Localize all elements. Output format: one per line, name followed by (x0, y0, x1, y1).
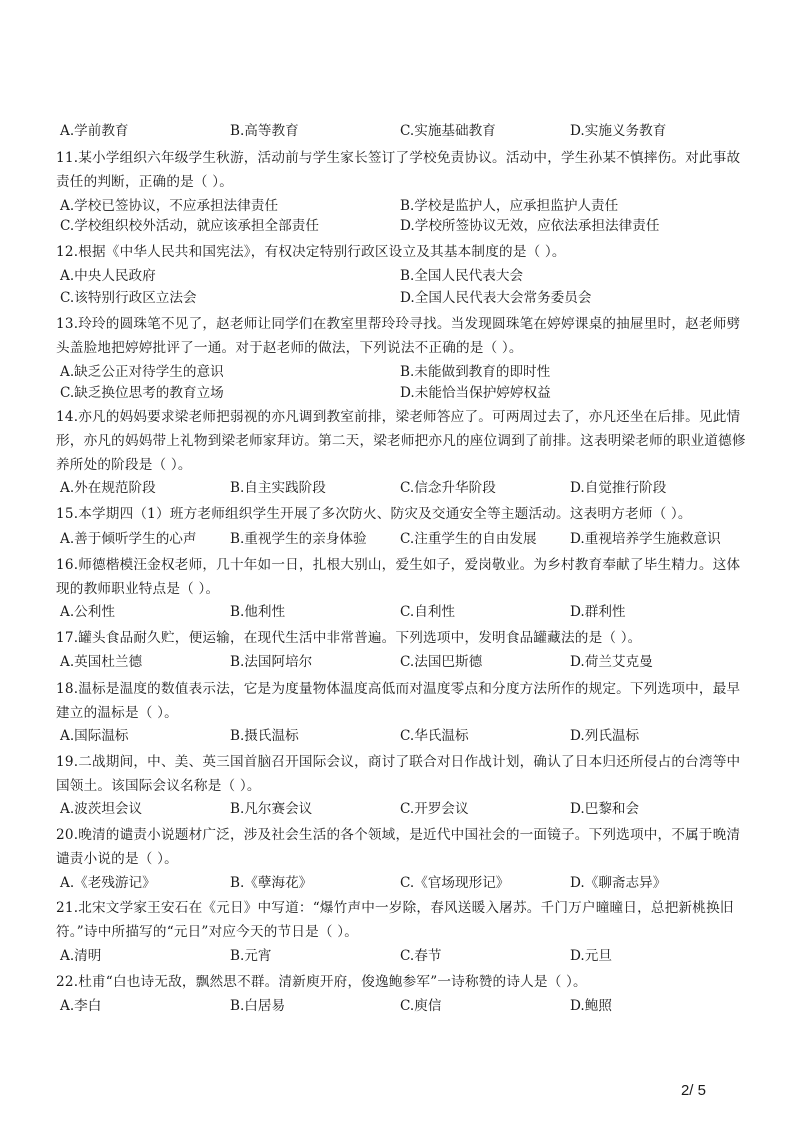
option-d: D.巴黎和会 (570, 801, 640, 817)
option-c: C.《官场现形记》 (400, 875, 510, 891)
option-d: D.元旦 (570, 948, 612, 964)
option-c: C.注重学生的自由发展 (400, 531, 537, 547)
option-c: C.信念升华阶段 (400, 480, 496, 496)
options-row-q13-2 (60, 382, 740, 404)
option-b: B.高等教育 (230, 123, 299, 139)
option-a: A.中央人民政府 (60, 268, 156, 284)
options-row-q11-1 (60, 195, 740, 217)
option-d: D.《聊斋志异》 (570, 875, 667, 891)
option-b: B.凡尔赛会议 (230, 801, 313, 817)
option-b: B.元宵 (230, 948, 272, 964)
option-c: C.自利性 (400, 604, 456, 620)
option-a: A.《老残游记》 (60, 875, 156, 891)
question-15-stem: 15.本学期四（1）班方老师组织学生开展了多次防火、防灾及交通安全等主题活动。这表明方老师（ ）。 (56, 506, 692, 522)
option-d: D.未能恰当保护婷婷权益 (400, 385, 551, 401)
options-row-q14 (60, 477, 740, 499)
option-a: A.清明 (60, 948, 102, 964)
option-a: A.学校已签协议，不应承担法律责任 (60, 198, 279, 214)
question-11-stem: 11.某小学组织六年级学生秋游，活动前与学生家长签订了学校免责协议。活动中，学生孙某不慎摔伤。对此事故责任的判断，正确的是（ ）。 (56, 150, 741, 190)
option-b: B.法国阿培尔 (230, 654, 313, 670)
option-b: B.重视学生的亲身体验 (230, 531, 367, 547)
option-d: D.群利性 (570, 604, 626, 620)
option-d: D.鲍照 (570, 998, 612, 1014)
options-row-q17 (60, 651, 740, 673)
question-17-stem: 17.罐头食品耐久贮，便运输，在现代生活中非常普遍。下列选项中，发明食品罐藏法的是（ ）。 (56, 630, 642, 646)
option-d: D.重视培养学生施救意识 (570, 531, 721, 547)
option-c: C.缺乏换位思考的教育立场 (60, 385, 224, 401)
option-a: A.波茨坦会议 (60, 801, 143, 817)
options-row-q10 (60, 120, 740, 142)
option-c: C.法国巴斯德 (400, 654, 483, 670)
option-d: D.全国人民代表大会常务委员会 (400, 290, 592, 306)
options-row-q13-1 (60, 361, 740, 383)
question-22-stem: 22.杜甫“白也诗无敌，飘然思不群。清新庾开府，俊逸鲍参军”一诗称赞的诗人是（ ）。 (56, 974, 587, 990)
option-c: C.华氏温标 (400, 728, 469, 744)
options-row-q19 (60, 798, 740, 820)
option-d: D.自觉推行阶段 (570, 480, 667, 496)
options-row-q11-2 (60, 215, 740, 237)
option-d: D.学校所签协议无效，应依法承担法律责任 (400, 218, 660, 234)
options-row-q22 (60, 995, 740, 1017)
option-b: B.未能做到教育的即时性 (400, 364, 551, 380)
question-14-stem: 14.亦凡的妈妈要求梁老师把弱视的亦凡调到教室前排，梁老师答应了。可两周过去了，亦凡还坐在后排。见此情形，亦凡的妈妈带上礼物到梁老师家拜访。第二天，梁老师把亦凡的座位调到了前排。这表明梁老师的职业道德修养所处的阶段是（ ）。 (56, 409, 746, 473)
option-c: C.春节 (400, 948, 442, 964)
options-row-q15 (60, 528, 740, 550)
option-a: A.英国杜兰德 (60, 654, 143, 670)
options-row-q21 (60, 945, 740, 967)
options-row-q18 (60, 725, 740, 747)
option-a: A.公利性 (60, 604, 115, 620)
option-a: A.缺乏公正对待学生的意识 (60, 364, 224, 380)
option-c: C.实施基础教育 (400, 123, 496, 139)
option-c: C.该特别行政区立法会 (60, 290, 197, 306)
option-a: A.学前教育 (60, 123, 129, 139)
options-row-q12-2 (60, 287, 740, 309)
option-b: B.他利性 (230, 604, 286, 620)
option-a: A.李白 (60, 998, 102, 1014)
question-21-stem: 21.北宋文学家王安石在《元日》中写道：“爆竹声中一岁除，春风送暖入屠苏。千门万户曈曈日，总把新桃换旧符。”诗中所描写的“元日”对应今天的节日是（ ）。 (56, 900, 734, 940)
option-d: D.实施义务教育 (570, 123, 667, 139)
option-a: A.国际温标 (60, 728, 129, 744)
option-b: B.全国人民代表大会 (400, 268, 524, 284)
options-row-q12-1 (60, 265, 740, 287)
option-a: A.外在规范阶段 (60, 480, 156, 496)
question-20-stem: 20.晚清的谴责小说题材广泛，涉及社会生活的各个领域，是近代中国社会的一面镜子。下列选项中，不属于晚清谴责小说的是（ ）。 (56, 827, 741, 867)
question-19-stem: 19.二战期间，中、美、英三国首脑召开国际会议，商讨了联合对日作战计划，确认了日本归还所侵占的台湾等中国领土。该国际会议名称是（ ）。 (56, 754, 741, 794)
option-b: B.学校是监护人，应承担监护人责任 (400, 198, 619, 214)
option-b: B.《孽海花》 (230, 875, 313, 891)
question-12-stem: 12.根据《中华人民共和国宪法》，有权决定特别行政区设立及其基本制度的是（ ）。 (56, 244, 566, 260)
option-c: C.庾信 (400, 998, 442, 1014)
page-number: 2/ 5 (680, 1082, 706, 1099)
options-row-q20 (60, 872, 740, 894)
question-18-stem: 18.温标是温度的数值表示法，它是为度量物体温度高低而对温度零点和分度方法所作的规定。下列选项中，最早建立的温标是（ ）。 (56, 681, 741, 721)
option-d: D.荷兰艾克曼 (570, 654, 653, 670)
question-13-stem: 13.玲玲的圆珠笔不见了，赵老师让同学们在教室里帮玲玲寻找。当发现圆珠笔在婷婷课桌的抽屉里时，赵老师劈头盖脸地把婷婷批评了一通。对于赵老师的做法，下列说法不正确的是（ ）。 (56, 316, 741, 356)
option-c: C.开罗会议 (400, 801, 469, 817)
options-row-q16 (60, 601, 740, 623)
option-c: C.学校组织校外活动，就应该承担全部责任 (60, 218, 319, 234)
option-a: A.善于倾听学生的心声 (60, 531, 197, 547)
option-b: B.摄氏温标 (230, 728, 299, 744)
question-16-stem: 16.师德楷模汪金权老师，几十年如一日，扎根大别山，爱生如子，爱岗敬业。为乡村教育奉献了毕生精力。这体现的教师职业特点是（ ）。 (56, 557, 741, 597)
option-d: D.列氏温标 (570, 728, 640, 744)
option-b: B.自主实践阶段 (230, 480, 326, 496)
option-b: B.白居易 (230, 998, 286, 1014)
